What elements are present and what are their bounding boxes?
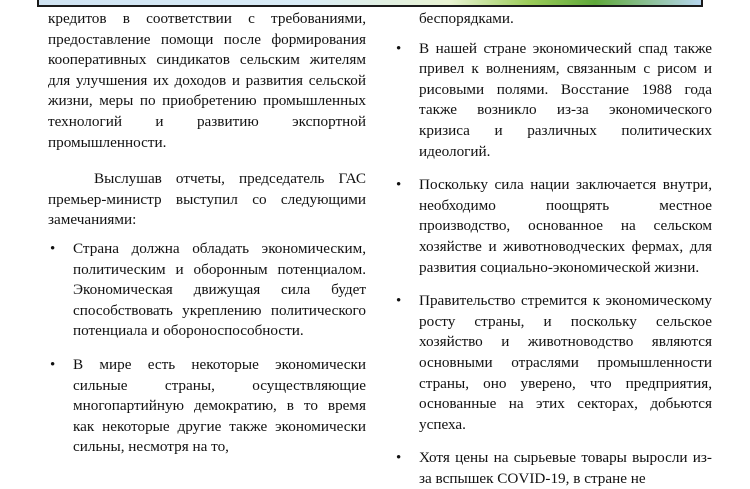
right-bullet-list xyxy=(394,39,712,489)
bullet-icon: • xyxy=(50,240,56,257)
list-item xyxy=(48,355,366,458)
paragraph-continued: кредитов в соответствии с требованиями, предоставление помощи после формирования кооперативных синдикатов сельским жителям для улучшения их доходов и развития сельской жизни, меры по приобретению промышленных технологий и развитию экспортной промышленности. xyxy=(48,10,366,151)
list-item-text: Страна должна обладать экономическим, политическим и оборонным потенциалом. Экономическая движущая сила будет способствовать укреплению политического потенциала и обороноспособности. xyxy=(73,239,366,340)
right-column xyxy=(394,9,712,487)
list-item xyxy=(394,448,712,489)
bullet-icon: • xyxy=(396,450,402,467)
article-page xyxy=(48,9,712,487)
top-banner-image xyxy=(37,0,703,7)
list-item xyxy=(394,291,712,435)
list-item-text: Правительство стремится к экономическому росту страны, и поскольку сельское хозяйство и животноводство являются основными отраслями промышленности страны, оно уверено, что предприятия, основанные на этих секторах, добьются успеха. xyxy=(419,292,712,433)
list-item xyxy=(394,175,712,278)
paragraph-remarks: Выслушав отчеты, председатель ГАС премьер-министр выступил со следующими замечаниями: xyxy=(48,170,366,229)
continued-text: беспорядками. xyxy=(419,10,514,27)
list-item xyxy=(48,239,366,342)
left-bullet-list xyxy=(48,239,366,458)
bullet-icon: • xyxy=(50,356,56,373)
list-item-text: Хотя цены на сырьевые товары выросли из-за вспышек COVID-19, в стране не xyxy=(419,449,712,487)
list-item-text: В мире есть некоторые экономически сильные страны, осуществляющие многопартийную демократию, в то время как некоторые другие также экономически сильны, несмотря на то, xyxy=(73,355,366,456)
list-item-text: В нашей стране экономический спад также привел к волнениям, связанным с рисом и рисовыми полями. Восстание 1988 года также возникло из-за экономического кризиса и различных политических идеологий. xyxy=(419,39,712,160)
list-item-text: Поскольку сила нации заключается внутри, необходимо поощрять местное производство, основанное на сельском хозяйстве и животноводческих фермах, для развития социально-экономической жизни. xyxy=(419,176,712,276)
list-item xyxy=(394,39,712,163)
bullet-icon: • xyxy=(396,293,402,310)
left-column xyxy=(48,9,366,459)
bullet-icon: • xyxy=(396,40,402,57)
bullet-icon: • xyxy=(396,177,402,194)
